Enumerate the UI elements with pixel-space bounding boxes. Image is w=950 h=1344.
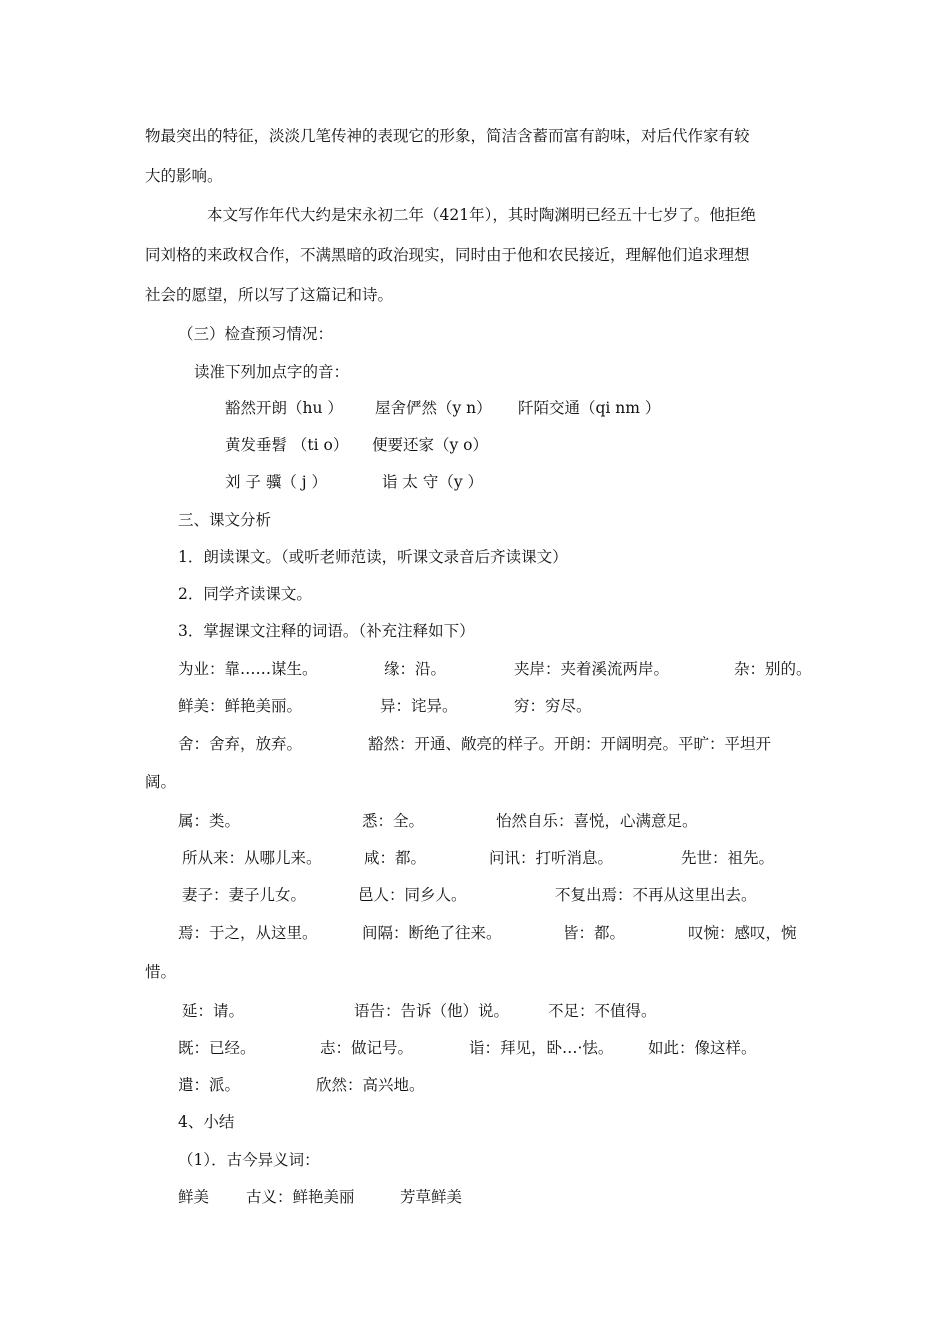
glossary-entry: 志：做记号。: [320, 1039, 414, 1057]
glossary-entry: 诣：拜见，卧…·怯。: [469, 1039, 614, 1057]
glossary-entry: 为业：靠……谋生。: [178, 660, 318, 678]
summary-subheading: （1）．古今异义词：: [178, 1151, 320, 1169]
glossary-entry: 邑人：同乡人。: [358, 886, 467, 904]
glossary-entry: 悉：全。: [362, 812, 425, 830]
glossary-entry: 语告：告诉（他）说。: [354, 1002, 510, 1020]
glossary-entry: 先世：祖先。: [681, 849, 775, 867]
glossary-entry: 叹惋：感叹，惋: [688, 924, 797, 942]
glossary-entry: 不复出焉：不再从这里出去。: [555, 886, 757, 904]
pronunciation-item: 诣 太 守（y ）: [382, 473, 484, 491]
pronunciation-item: 屋舍俨然（y n）: [375, 399, 492, 417]
pronunciation-item: 豁然开朗（hu ）: [225, 399, 343, 417]
glossary-continuation: 惜。: [145, 963, 177, 981]
summary-meaning: 古义：鲜艳美丽: [246, 1188, 355, 1206]
pronunciation-item: 黄发垂髫 （ti o）: [225, 436, 349, 454]
glossary-entry: 欣然：高兴地。: [316, 1076, 425, 1094]
analysis-heading: 三、课文分析: [178, 511, 272, 529]
para2-line1: 本文写作年代大约是宋永初二年（421年），其时陶渊明已经五十七岁了。他拒绝: [207, 206, 756, 224]
glossary-entry: 延：请。: [182, 1002, 245, 1020]
glossary-entry: 所从来：从哪儿来。: [182, 849, 322, 867]
glossary-entry: 舍：舍弃，放弃。: [178, 735, 303, 753]
glossary-entry: 异：诧异。: [380, 697, 458, 715]
para2-line3: 社会的愿望，所以写了这篇记和诗。: [145, 286, 394, 304]
glossary-entry: 间隔：断绝了往来。: [362, 924, 502, 942]
glossary-entry: 穷：穷尽。: [514, 697, 592, 715]
glossary-entry: 皆：都。: [563, 924, 626, 942]
glossary-entry: 既：已经。: [178, 1039, 256, 1057]
glossary-entry: 咸：都。: [364, 849, 427, 867]
glossary-entry: 缘：沿。: [384, 660, 447, 678]
summary-term: 鲜美: [178, 1188, 210, 1206]
glossary-entry: 问讯：打听消息。: [489, 849, 614, 867]
summary-heading: 4、小结: [178, 1113, 235, 1131]
glossary-entry: 不足：不值得。: [548, 1002, 657, 1020]
glossary-entry: 夹岸：夹着溪流两岸。: [514, 660, 670, 678]
preview-heading: （三）检查预习情况：: [178, 325, 334, 343]
glossary-entry: 怡然自乐：喜悦，心满意足。: [496, 812, 698, 830]
glossary-entry: 杂：别的。: [734, 660, 812, 678]
glossary-entry: 遣：派。: [178, 1076, 241, 1094]
pronunciation-item: 阡陌交通（qi nm ）: [518, 399, 661, 417]
preview-intro: 读准下列加点字的音：: [194, 363, 350, 381]
para2-line2: 同刘格的来政权合作，不满黑暗的政治现实，同时由于他和农民接近，理解他们追求理想: [145, 246, 750, 264]
para1-line2: 大的影响。: [145, 167, 223, 185]
analysis-item-1: 1．朗读课文。（或听老师范读，听课文录音后齐读课文）: [178, 548, 568, 566]
glossary-entry: 如此：像这样。: [648, 1039, 757, 1057]
glossary-entry: 鲜美：鲜艳美丽。: [178, 697, 303, 715]
glossary-entry: 属：类。: [178, 812, 241, 830]
glossary-entry: 豁然：开通、敞亮的样子。开朗：开阔明亮。平旷：平坦开: [368, 735, 772, 753]
para1-line1: 物最突出的特征，淡淡几笔传神的表现它的形象，简洁含蓄而富有韵味，对后代作家有较: [145, 127, 750, 145]
pronunciation-item: 刘 子 骥（ j ）: [225, 473, 328, 491]
pronunciation-item: 便要还家（y o）: [372, 436, 489, 454]
glossary-entry: 妻子：妻子儿女。: [182, 886, 307, 904]
glossary-continuation: 阔。: [145, 773, 177, 791]
summary-example: 芳草鲜美: [400, 1188, 463, 1206]
analysis-item-2: 2．同学齐读课文。: [178, 585, 312, 603]
analysis-item-3: 3．掌握课文注释的词语。（补充注释如下）: [178, 622, 475, 640]
glossary-entry: 焉：于之，从这里。: [178, 924, 318, 942]
